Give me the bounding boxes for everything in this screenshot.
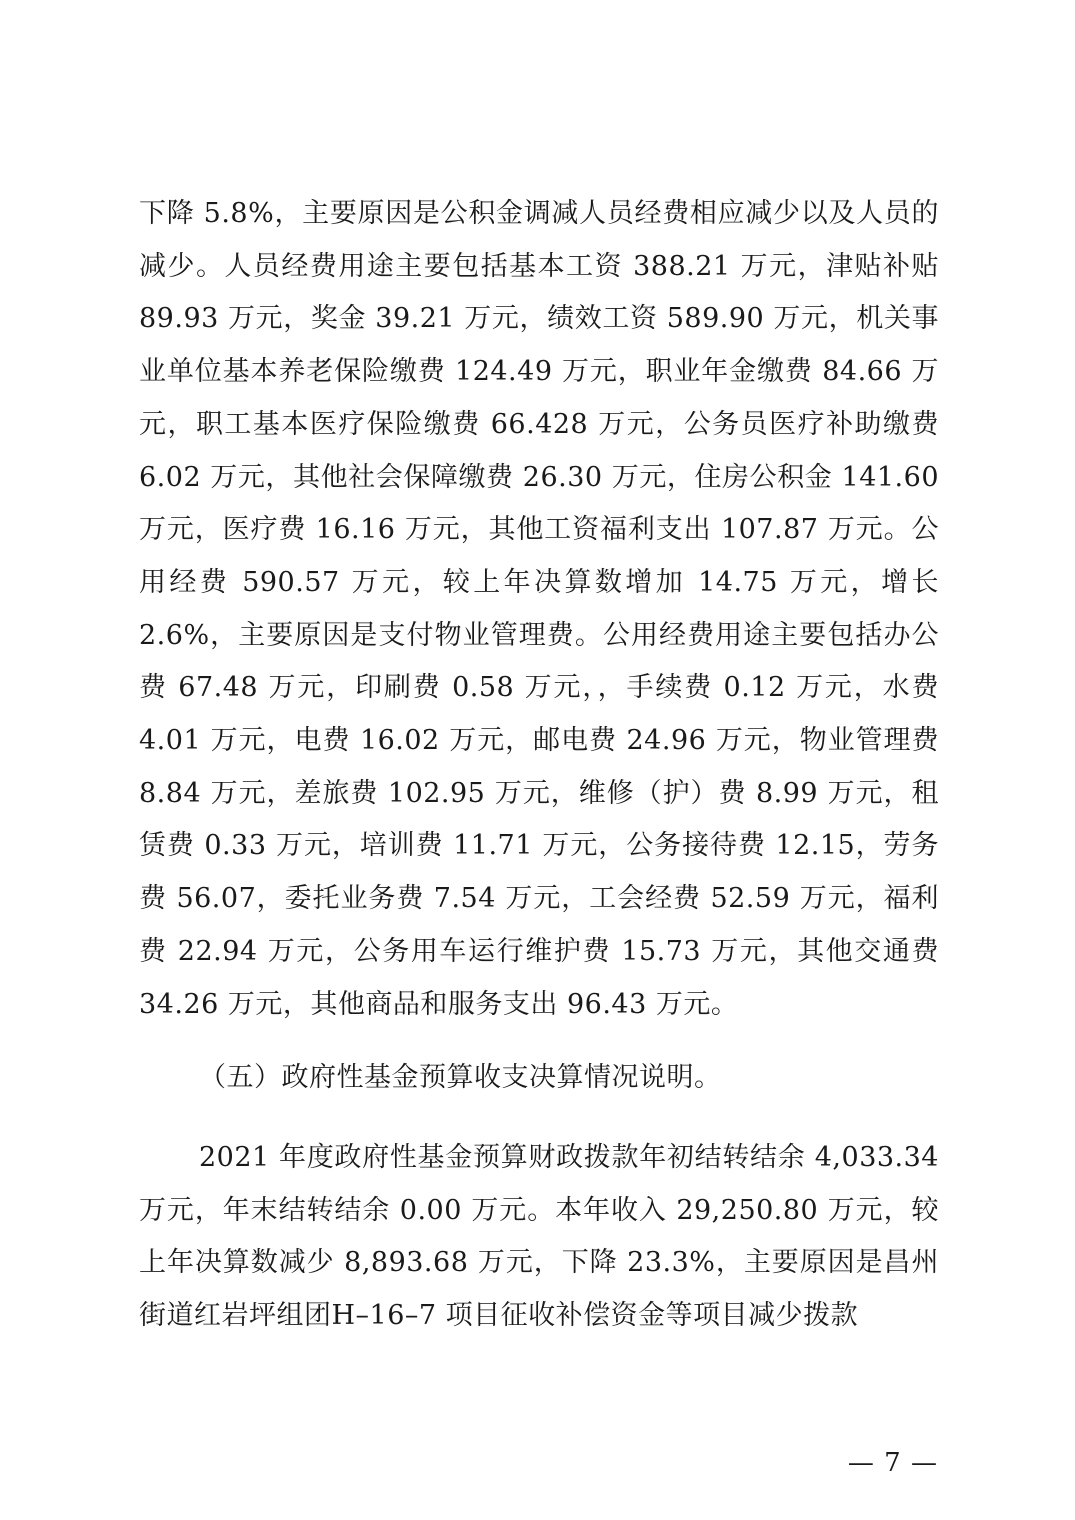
section-heading-government-fund: （五）政府性基金预算收支决算情况说明。	[199, 1062, 722, 1093]
body-paragraph-expenditure-details: 下降 5.8%，主要原因是公积金调减人员经费相应减少以及人员的减少。人员经费用途主要包括基本工资 388.21 万元，津贴补贴 89.93 万元，奖金 39.21 万元，绩效工资 589.90 万元，机关事业单位基本养老保险缴费 124.49 万元，职业年金缴费 84.66 万元，职工基本医疗保险缴费 66.428 万元，公务员医疗补助缴费 6.02 万元，其他社会保障缴费 26.30 万元，住房公积金 141.60 万元，医疗费 16.16 万元，其他工资福利支出 107.87 万元。公用经费 590.57 万元，较上年决算数增加 14.75 万元，增长 2.6%，主要原因是支付物业管理费。公用经费用途主要包括办公费 67.48 万元，印刷费 0.58 万元，，手续费 0.12 万元，水费 4.01 万元，电费 16.02 万元，邮电费 24.96 万元，物业管理费 8.84 万元，差旅费 102.95 万元，维修（护）费 8.99 万元，租赁费 0.33 万元，培训费 11.71 万元，公务接待费 12.15，劳务费 56.07，委托业务费 7.54 万元，工会经费 52.59 万元，福利费 22.94 万元，公务用车运行维护费 15.73 万元，其他交通费 34.26 万元，其他商品和服务支出 96.43 万元。	[139, 198, 939, 1020]
body-paragraph-government-fund: 2021 年度政府性基金预算财政拨款年初结转结余 4,033.34 万元，年末结转结余 0.00 万元。本年收入 29,250.80 万元，较上年决算数减少 8,893.68 万元，下降 23.3%，主要原因是昌州街道红岩坪组团H–16–7 项目征收补偿资金等项目减少拨款	[139, 1142, 939, 1332]
page-number: — 7 —	[847, 1448, 938, 1478]
